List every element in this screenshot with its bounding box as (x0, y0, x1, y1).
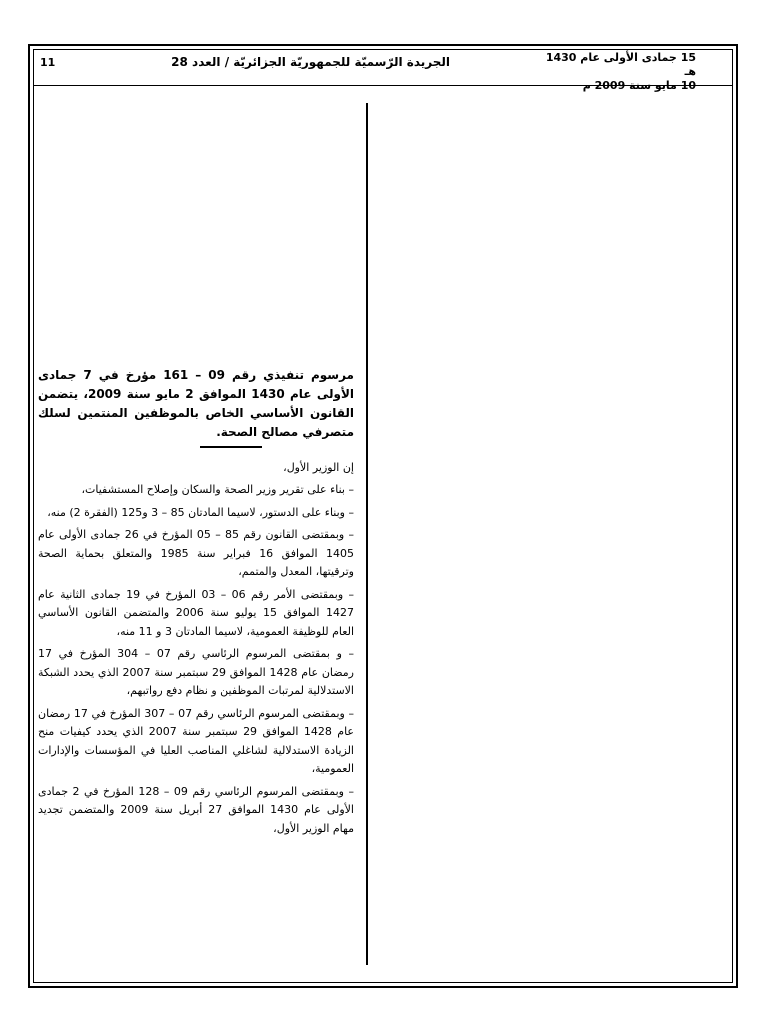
column-divider (366, 103, 368, 965)
decree-paragraph: – و بمقتضى المرسوم الرئاسي رقم 07 – 304 المؤرخ في 17 رمضان عام 1428 الموافق 29 سبتمبر سنة 2007 الذي يحدد الشبكة الاستدلالية لمرتبات الموظفين و نظام دفع رواتبهم، (38, 647, 354, 697)
decree-paragraph: – وبمقتضى الأمر رقم 06 – 03 المؤرخ في 19 جمادى الثانية عام 1427 الموافق 15 يوليو سنة 2006 والمتضمن القانون الأساسي العام للوظيفة العمومية، لاسيما المادتان 3 و 11 منه، (38, 587, 354, 638)
issue-date-gregorian: 10 مايو سنة 2009 م (582, 79, 696, 92)
header-divider (33, 85, 733, 86)
issue-date-hijri: 15 جمادى الأولى عام 1430 هـ (545, 51, 696, 78)
decree-paragraph: – وبناء على الدستور، لاسيما المادتان 85 – 3 و125 (الفقرة 2) منه، (47, 505, 354, 519)
decree-paragraph: – وبمقتضى القانون رقم 85 – 05 المؤرخ في 26 جمادى الأولى عام 1405 الموافق 16 فبراير سنة 1985 والمتعلق بحماية الصحة وترقيتها، المعدل والمتمم، (38, 528, 354, 578)
publication-title: الجريدة الرّسميّة للجمهوريّة الجزائريّة / العدد 28 (171, 55, 450, 69)
issue-date (536, 51, 696, 93)
title-underline (200, 446, 262, 448)
decree-paragraph: – بناء على تقرير وزير الصحة والسكان وإصلاح المستشفيات، (81, 483, 354, 496)
decree-opening: إن الوزير الأول، (283, 461, 354, 474)
page-number: 11 (40, 56, 56, 69)
decree-title: مرسوم تنفيذي رقم 09 – 161 مؤرخ في 7 جمادى الأولى عام 1430 الموافق 2 مايو سنة 2009، يتضمن القانون الأساسي الخاص بالموظفين المنتمين لسلك متصرفي مصالح الصحة. (38, 368, 354, 439)
decree-paragraph: – وبمقتضى المرسوم الرئاسي رقم 09 – 128 المؤرخ في 2 جمادى الأولى عام 1430 الموافق 27 أبريل سنة 2009 والمتضمن تجديد مهام الوزير الأول، (38, 784, 354, 835)
decree-column (38, 366, 354, 842)
decree-paragraph: – وبمقتضى المرسوم الرئاسي رقم 07 – 307 المؤرخ في 17 رمضان عام 1428 الموافق 29 سبتمبر سنة 2007 الذي يحدد كيفيات منح الزيادة الاستدلالية لشاغلي المناصب العليا في المؤسسات والإدارات العمومية، (38, 706, 355, 775)
